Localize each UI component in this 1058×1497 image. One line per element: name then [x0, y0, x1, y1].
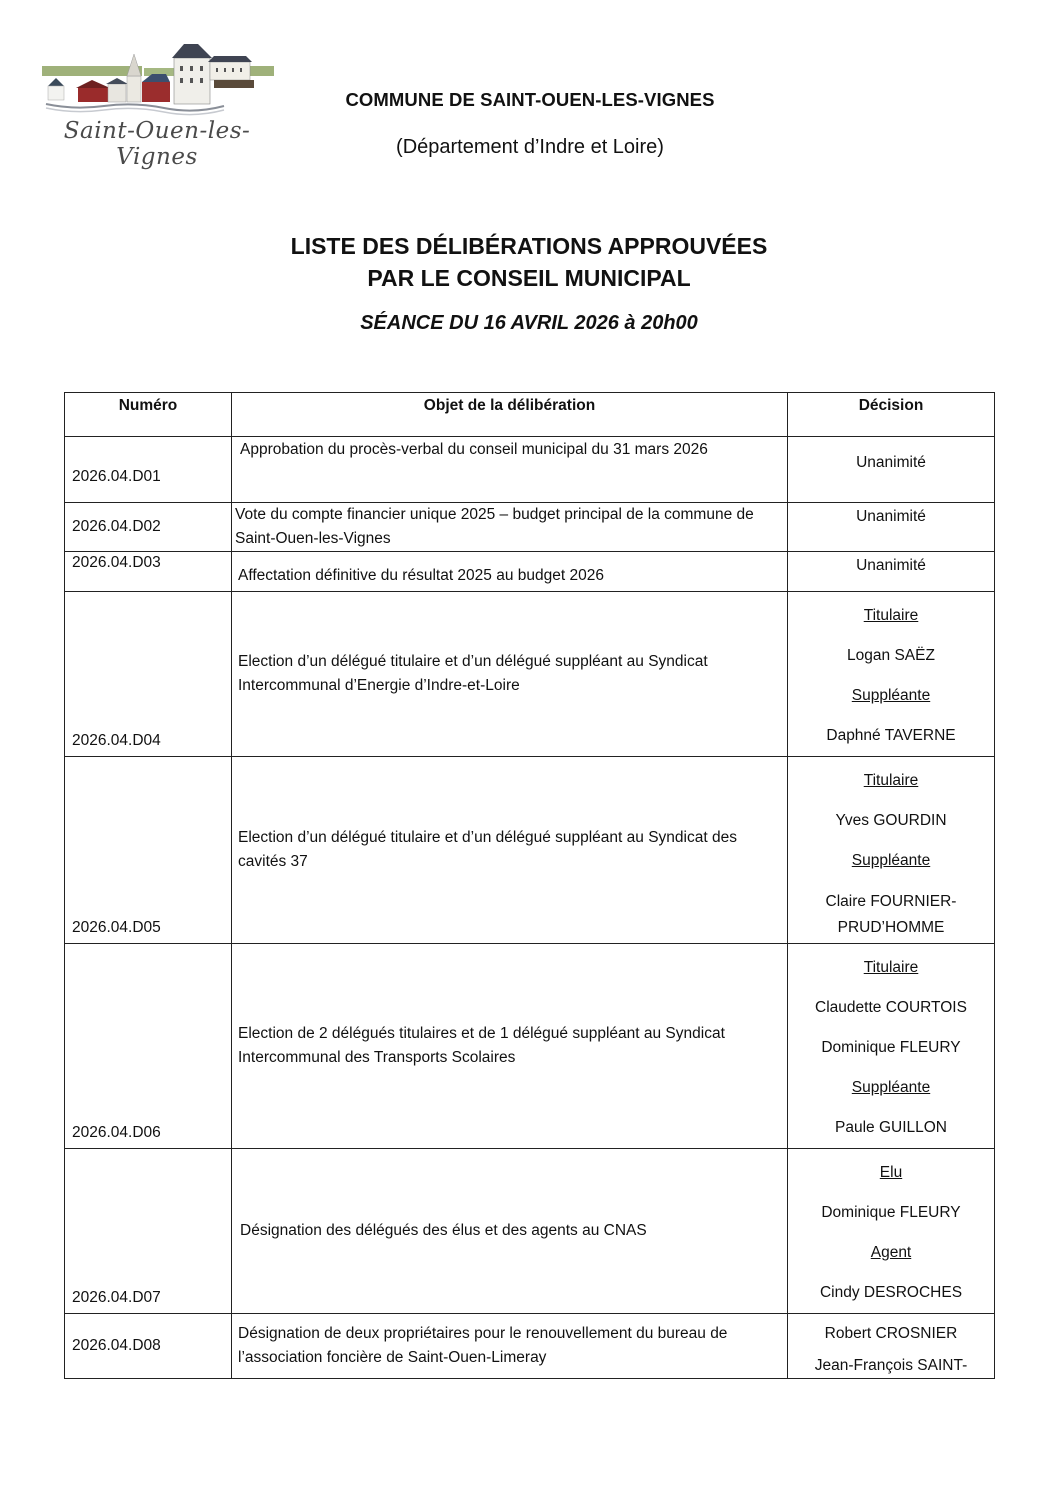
table-row	[65, 552, 995, 592]
row-objet: Election de 2 délégués titulaires et de 1 délégué suppléant au Syndicat Intercommunal des Transports Scolaires	[232, 944, 788, 1149]
row-numero: 2026.04.D01	[65, 437, 232, 503]
decision-role-label: Titulaire	[863, 959, 919, 976]
row-decision	[788, 592, 995, 757]
table-row	[65, 592, 995, 757]
row-numero: 2026.04.D02	[65, 503, 232, 552]
table-header-row	[65, 393, 995, 437]
decision-name: Yves GOURDIN	[835, 812, 947, 829]
decision-name: Daphné TAVERNE	[826, 727, 956, 744]
title-line-2: PAR LE CONSEIL MUNICIPAL	[367, 265, 691, 291]
commune-logo	[34, 36, 280, 170]
decision-name: Dominique FLEURY	[821, 1204, 961, 1221]
commune-name: COMMUNE DE SAINT-OUEN-LES-VIGNES	[345, 89, 715, 110]
row-numero: 2026.04.D07	[65, 1149, 232, 1314]
decision-role-label: Titulaire	[863, 772, 919, 789]
table-row	[65, 757, 995, 944]
row-objet: Désignation des délégués des élus et des agents au CNAS	[232, 1149, 788, 1314]
row-decision: Unanimité	[788, 503, 995, 552]
decision-name: Dominique FLEURY	[821, 1039, 961, 1056]
decision-name: Logan SAËZ	[847, 647, 935, 664]
row-numero: 2026.04.D08	[65, 1314, 232, 1379]
column-header-numero: Numéro	[65, 393, 232, 437]
row-objet: Affectation définitive du résultat 2025 au budget 2026	[232, 552, 788, 592]
table-row	[65, 1314, 995, 1379]
title-line-1: LISTE DES DÉLIBÉRATIONS APPROUVÉES	[290, 233, 768, 259]
row-objet: Election d’un délégué titulaire et d’un délégué suppléant au Syndicat des cavités 37	[232, 757, 788, 944]
decision-name: Paule GUILLON	[835, 1119, 947, 1136]
table-row	[65, 437, 995, 503]
document-title	[240, 230, 818, 294]
row-objet: Approbation du procès-verbal du conseil municipal du 31 mars 2026	[232, 437, 788, 503]
row-decision	[788, 1149, 995, 1314]
decision-role-label: Agent	[870, 1244, 912, 1261]
table-row	[65, 503, 995, 552]
row-objet: Election d’un délégué titulaire et d’un délégué suppléant au Syndicat Intercommunal d’Energie d’Indre-et-Loire	[232, 592, 788, 757]
decision-role-label: Suppléante	[851, 852, 931, 869]
decision-name: Claudette COURTOIS	[815, 999, 967, 1016]
decision-role-label: Suppléante	[851, 1079, 931, 1096]
column-header-objet: Objet de la délibération	[232, 393, 788, 437]
decision-name: Jean-François SAINT-	[814, 1357, 968, 1374]
row-numero: 2026.04.D03	[65, 552, 232, 592]
decision-role-label: Elu	[879, 1164, 903, 1181]
row-numero: 2026.04.D05	[65, 757, 232, 944]
logo-script-text: Saint-Ouen-les-Vignes	[63, 118, 251, 170]
table-row	[65, 1149, 995, 1314]
village-illustration-icon	[34, 36, 280, 116]
row-decision: Unanimité	[788, 437, 995, 503]
decision-name: Cindy DESROCHES	[819, 1284, 963, 1301]
deliberations-table	[64, 392, 995, 1379]
table-row	[65, 944, 995, 1149]
row-decision	[788, 1314, 995, 1379]
column-header-decision: Décision	[788, 393, 995, 437]
row-numero: 2026.04.D04	[65, 592, 232, 757]
seance-date: SÉANCE DU 16 AVRIL 2026 à 20h00	[360, 312, 698, 334]
decision-role-label: Titulaire	[863, 607, 919, 624]
decision-name: Robert CROSNIER	[824, 1325, 958, 1342]
row-objet: Désignation de deux propriétaires pour le renouvellement du bureau de l’association foncière de Saint-Ouen-Limeray	[232, 1314, 788, 1379]
row-objet: Vote du compte financier unique 2025 – budget principal de la commune de Saint-Ouen-les-Vignes	[232, 503, 788, 552]
row-numero: 2026.04.D06	[65, 944, 232, 1149]
row-decision	[788, 757, 995, 944]
row-decision: Unanimité	[788, 552, 995, 592]
departement-label: (Département d’Indre et Loire)	[396, 136, 664, 158]
decision-role-label: Suppléante	[851, 687, 931, 704]
row-decision	[788, 944, 995, 1149]
decision-name: Claire FOURNIER-PRUD’HOMME	[825, 893, 957, 936]
